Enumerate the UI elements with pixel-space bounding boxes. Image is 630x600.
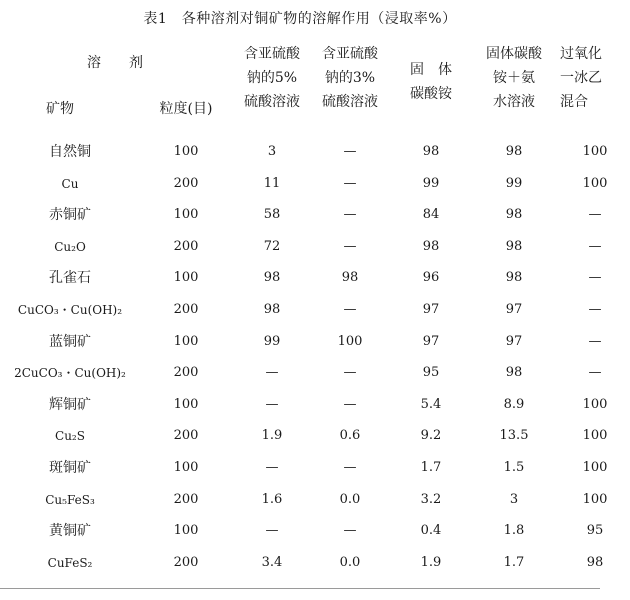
table-row bbox=[0, 168, 608, 200]
table-row bbox=[0, 294, 600, 326]
cell-5pct-sulfuric: 58 bbox=[263, 207, 281, 223]
cell-3pct-sulfuric: — bbox=[343, 238, 357, 254]
solvent-header: 溶 剂 bbox=[87, 55, 143, 71]
mineral-header: 矿物 bbox=[46, 101, 74, 117]
cell-5pct-sulfuric: 99 bbox=[263, 333, 281, 349]
cell-ammonium-carbonate: 95 bbox=[422, 365, 440, 381]
cell-ammonium-carbonate: 1.9 bbox=[420, 554, 442, 570]
cell-ammonium-carbonate: 97 bbox=[422, 333, 440, 349]
cell-3pct-sulfuric: — bbox=[343, 396, 357, 412]
cell-ammonium-carbonate-ammonia: 8.9 bbox=[503, 396, 525, 412]
table-row bbox=[0, 420, 608, 452]
cell-mineral: Cu bbox=[61, 176, 79, 191]
cell-peroxide-mix: 95 bbox=[586, 523, 604, 539]
cell-ammonium-carbonate-ammonia: 13.5 bbox=[499, 428, 529, 444]
cell-size: 100 bbox=[173, 207, 199, 223]
table-row bbox=[0, 262, 600, 294]
table-row bbox=[0, 136, 608, 168]
cell-mineral: Cu₅FeS₃ bbox=[45, 492, 95, 507]
cell-ammonium-carbonate-ammonia: 1.7 bbox=[503, 554, 525, 570]
cell-size: 100 bbox=[173, 144, 199, 159]
col-header-line: 含亚硫酸 bbox=[322, 46, 378, 62]
cell-5pct-sulfuric: — bbox=[265, 523, 279, 539]
cell-mineral: 黄铜矿 bbox=[49, 523, 91, 540]
cell-5pct-sulfuric: 3.4 bbox=[261, 554, 283, 570]
table-title: 表1 各种溶剂对铜矿物的溶解作用（浸取率%） bbox=[143, 11, 457, 27]
col-header-peroxide-mix bbox=[560, 42, 620, 114]
cell-ammonium-carbonate: 99 bbox=[422, 175, 440, 191]
cell-3pct-sulfuric: — bbox=[343, 175, 357, 191]
cell-5pct-sulfuric: 3 bbox=[267, 144, 277, 159]
cell-3pct-sulfuric: 0.6 bbox=[339, 428, 361, 444]
cell-mineral: CuCO₃・Cu(OH)₂ bbox=[17, 303, 123, 317]
cell-peroxide-mix: — bbox=[588, 270, 602, 286]
table-row bbox=[0, 231, 600, 263]
cell-3pct-sulfuric: — bbox=[343, 523, 357, 539]
cell-mineral: 斑铜矿 bbox=[49, 460, 91, 476]
table-row bbox=[0, 199, 600, 231]
col-header-line: 一冰乙 bbox=[560, 70, 602, 86]
cell-3pct-sulfuric: — bbox=[343, 207, 357, 223]
cell-peroxide-mix: — bbox=[588, 365, 602, 381]
cell-peroxide-mix: 100 bbox=[582, 428, 608, 444]
col-header-line: 固体碳酸 bbox=[486, 46, 542, 62]
cell-size: 100 bbox=[173, 333, 199, 349]
cell-3pct-sulfuric: — bbox=[343, 460, 357, 475]
cell-mineral: Cu₂S bbox=[55, 429, 85, 444]
cell-3pct-sulfuric: 100 bbox=[337, 333, 363, 349]
cell-mineral: 2CuCO₃・Cu(OH)₂ bbox=[14, 366, 126, 381]
col-header-line: 水溶液 bbox=[493, 94, 535, 110]
cell-size: 100 bbox=[173, 460, 199, 475]
cell-5pct-sulfuric: — bbox=[265, 396, 279, 412]
cell-mineral: 自然铜 bbox=[49, 144, 91, 160]
table-row bbox=[0, 515, 604, 547]
cell-5pct-sulfuric: 98 bbox=[263, 270, 281, 286]
cell-ammonium-carbonate-ammonia: 99 bbox=[505, 175, 523, 191]
cell-peroxide-mix: — bbox=[588, 302, 602, 317]
bottom-rule bbox=[0, 588, 600, 589]
cell-3pct-sulfuric: — bbox=[343, 365, 357, 381]
cell-5pct-sulfuric: 1.9 bbox=[261, 428, 283, 444]
cell-mineral: 孔雀石 bbox=[49, 270, 91, 287]
cell-peroxide-mix: 100 bbox=[582, 144, 608, 159]
cell-ammonium-carbonate: 96 bbox=[422, 270, 440, 286]
cell-5pct-sulfuric: 11 bbox=[263, 175, 281, 191]
cell-mineral: 辉铜矿 bbox=[49, 396, 91, 413]
col-header-ammonium-carbonate-ammonia bbox=[476, 42, 552, 114]
cell-size: 100 bbox=[173, 523, 199, 539]
col-header-line: 过氧化 bbox=[560, 46, 602, 62]
cell-peroxide-mix: 100 bbox=[582, 491, 608, 507]
cell-ammonium-carbonate: 98 bbox=[422, 144, 440, 159]
col-header-line: 混合 bbox=[560, 94, 588, 110]
cell-size: 200 bbox=[173, 491, 199, 507]
cell-peroxide-mix: 100 bbox=[582, 175, 608, 191]
cell-peroxide-mix: 98 bbox=[586, 554, 604, 570]
cell-ammonium-carbonate-ammonia: 97 bbox=[505, 302, 523, 317]
cell-ammonium-carbonate: 3.2 bbox=[420, 491, 442, 507]
cell-3pct-sulfuric: 0.0 bbox=[339, 491, 361, 507]
cell-size: 200 bbox=[173, 365, 199, 381]
table-row bbox=[0, 326, 600, 358]
cell-ammonium-carbonate-ammonia: 97 bbox=[505, 333, 523, 349]
cell-mineral: 赤铜矿 bbox=[49, 207, 91, 224]
table-row bbox=[0, 389, 608, 421]
cell-ammonium-carbonate-ammonia: 98 bbox=[505, 365, 523, 381]
table-row bbox=[0, 452, 608, 484]
col-header-line: 钠的3% bbox=[324, 70, 376, 86]
cell-5pct-sulfuric: 98 bbox=[263, 302, 281, 317]
cell-5pct-sulfuric: 1.6 bbox=[261, 491, 283, 507]
col-header-line: 固 体 bbox=[410, 62, 452, 78]
cell-size: 200 bbox=[173, 554, 199, 570]
cell-ammonium-carbonate: 1.7 bbox=[420, 460, 442, 475]
cell-mineral: Cu₂O bbox=[54, 239, 86, 254]
cell-5pct-sulfuric: — bbox=[265, 460, 279, 475]
col-header-line: 铵＋氨 bbox=[493, 70, 535, 86]
cell-5pct-sulfuric: — bbox=[265, 365, 279, 381]
cell-ammonium-carbonate: 0.4 bbox=[420, 523, 442, 539]
cell-size: 200 bbox=[173, 238, 199, 254]
cell-mineral: CuFeS₂ bbox=[47, 555, 93, 570]
cell-ammonium-carbonate-ammonia: 98 bbox=[505, 207, 523, 223]
col-header-5pct-sulfuric bbox=[232, 42, 312, 114]
cell-ammonium-carbonate: 84 bbox=[422, 207, 440, 223]
cell-ammonium-carbonate: 9.2 bbox=[420, 428, 442, 444]
cell-ammonium-carbonate: 5.4 bbox=[420, 396, 442, 412]
cell-ammonium-carbonate-ammonia: 1.8 bbox=[503, 523, 525, 539]
cell-ammonium-carbonate-ammonia: 3 bbox=[509, 491, 519, 507]
col-header-line: 钠的5% bbox=[246, 70, 298, 86]
cell-peroxide-mix: 100 bbox=[582, 396, 608, 412]
col-header-3pct-sulfuric bbox=[310, 42, 390, 114]
cell-3pct-sulfuric: — bbox=[343, 144, 357, 159]
col-header-line: 含亚硫酸 bbox=[244, 46, 300, 62]
cell-ammonium-carbonate-ammonia: 98 bbox=[505, 270, 523, 286]
cell-ammonium-carbonate-ammonia: 98 bbox=[505, 238, 523, 254]
cell-3pct-sulfuric: — bbox=[343, 302, 357, 317]
cell-3pct-sulfuric: 98 bbox=[341, 270, 359, 286]
cell-ammonium-carbonate-ammonia: 1.5 bbox=[503, 460, 525, 475]
table-row bbox=[0, 357, 600, 389]
size-header: 粒度(目) bbox=[159, 101, 213, 117]
cell-peroxide-mix: — bbox=[588, 207, 602, 223]
col-header-line: 碳酸铵 bbox=[410, 86, 452, 102]
cell-size: 100 bbox=[173, 270, 199, 286]
cell-ammonium-carbonate-ammonia: 98 bbox=[505, 144, 523, 159]
cell-ammonium-carbonate: 98 bbox=[422, 238, 440, 254]
col-header-line: 硫酸溶液 bbox=[322, 94, 378, 110]
cell-mineral: 蓝铜矿 bbox=[49, 333, 91, 350]
cell-peroxide-mix: — bbox=[588, 238, 602, 254]
cell-5pct-sulfuric: 72 bbox=[263, 238, 281, 254]
cell-size: 100 bbox=[173, 396, 199, 412]
table-row bbox=[0, 547, 604, 579]
cell-peroxide-mix: — bbox=[588, 333, 602, 349]
cell-size: 200 bbox=[173, 428, 199, 444]
cell-ammonium-carbonate: 97 bbox=[422, 302, 440, 317]
cell-peroxide-mix: 100 bbox=[582, 460, 608, 475]
cell-size: 200 bbox=[173, 302, 199, 317]
cell-size: 200 bbox=[173, 175, 199, 191]
table-row bbox=[0, 484, 608, 516]
col-header-line: 硫酸溶液 bbox=[244, 94, 300, 110]
col-header-ammonium-carbonate bbox=[396, 58, 466, 106]
cell-3pct-sulfuric: 0.0 bbox=[339, 554, 361, 570]
